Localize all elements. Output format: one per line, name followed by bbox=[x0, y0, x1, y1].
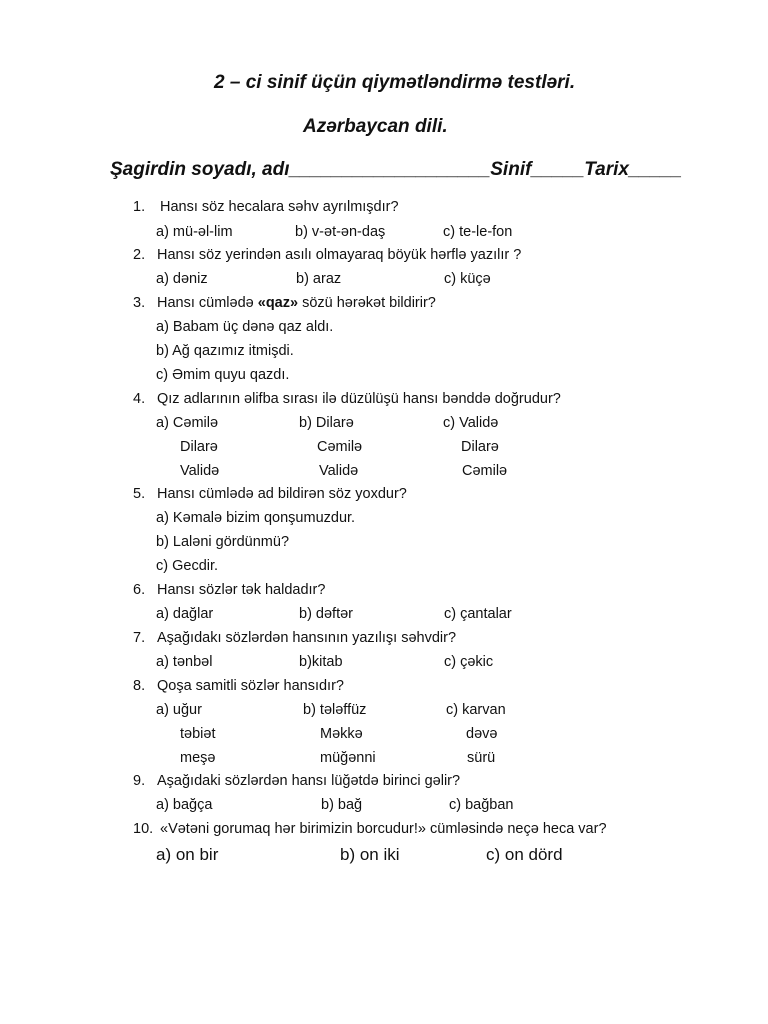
answer-option-a: a) tənbəl bbox=[156, 654, 213, 670]
answer-option-b: b)kitab bbox=[299, 654, 343, 670]
answer-option-a: a) Kəmalə bizim qonşumuzdur. bbox=[156, 510, 356, 526]
answer-option-a: a) dəniz bbox=[156, 271, 208, 287]
question-text bbox=[157, 295, 436, 311]
answer-option-c: c) bağban bbox=[449, 797, 514, 813]
answer-option-a: a) dağlar bbox=[156, 606, 214, 622]
answer-option-a: a) on bir bbox=[156, 845, 219, 864]
student-info-line: Şagirdin soyadı, adı___________________Sinif_____Tarix_____ bbox=[110, 159, 682, 180]
answer-option-c: c) çantalar bbox=[444, 606, 512, 622]
answer-option-c: c) Gecdir. bbox=[156, 558, 219, 574]
question-number: 3. bbox=[133, 295, 146, 311]
answer-option-c: c) karvan bbox=[446, 702, 506, 718]
answer-option-c: c) küçə bbox=[444, 271, 491, 287]
answer-option-b: b) Laləni gördünmü? bbox=[156, 534, 290, 550]
answer-option-a: a) mü-əl-lim bbox=[156, 224, 233, 240]
answer-option-c-item: sürü bbox=[467, 750, 496, 766]
answer-option-c: c) çəkic bbox=[444, 654, 494, 670]
question-number: 7. bbox=[133, 630, 146, 646]
question-text: «Vətəni gorumaq hər birimizin borcudur!» cümləsində neçə heca var? bbox=[160, 821, 607, 837]
question-text: Hansı cümlədə ad bildirən söz yoxdur? bbox=[157, 486, 407, 502]
question-text: Aşağıdaki sözlərdən hansı lüğətdə birinci gəlir? bbox=[157, 773, 461, 789]
answer-option-c-item: Cəmilə bbox=[462, 463, 508, 479]
answer-option-c: c) te-le-fon bbox=[443, 224, 513, 240]
question-number: 2. bbox=[133, 247, 146, 263]
question-number: 10. bbox=[133, 821, 154, 837]
question-text: Aşağıdakı sözlərdən hansının yazılışı səhvdir? bbox=[157, 630, 457, 646]
question-number: 6. bbox=[133, 582, 146, 598]
answer-option-b-item: müğənni bbox=[320, 750, 376, 766]
question-text: Hansı sözlər tək haldadır? bbox=[157, 582, 326, 598]
answer-option-b-item: Məkkə bbox=[320, 726, 363, 742]
answer-option-b: b) bağ bbox=[321, 797, 363, 813]
answer-option-b: b) Dilarə bbox=[299, 415, 354, 431]
answer-option-c: c) on dörd bbox=[486, 845, 563, 864]
question-keyword: «qaz» bbox=[257, 295, 299, 311]
question-text: Hansı söz hecalara səhv ayrılmışdır? bbox=[160, 199, 399, 215]
question-text-part: Hansı cümlədə bbox=[157, 295, 258, 311]
answer-option-b: b) on iki bbox=[340, 845, 400, 864]
question-text-part: sözü hərəkət bildirir? bbox=[298, 295, 436, 311]
question-number: 9. bbox=[133, 773, 146, 789]
answer-option-b: b) araz bbox=[296, 271, 342, 287]
answer-option-b: b) dəftər bbox=[299, 606, 353, 622]
test-title: 2 – ci sinif üçün qiymətləndirmə testləri. bbox=[214, 72, 576, 93]
answer-option-b: b) v-ət-ən-daş bbox=[295, 224, 386, 240]
answer-option-c: c) Əmim quyu qazdı. bbox=[156, 367, 290, 383]
answer-option-a-item: meşə bbox=[180, 750, 216, 766]
answer-option-a: a) Babam üç dənə qaz aldı. bbox=[156, 319, 334, 335]
question-number: 4. bbox=[133, 391, 146, 407]
answer-option-a: a) bağça bbox=[156, 797, 213, 813]
answer-option-a: a) uğur bbox=[156, 702, 202, 718]
question-number: 5. bbox=[133, 486, 146, 502]
answer-option-b-item: Cəmilə bbox=[317, 439, 363, 455]
answer-option-a-item: Validə bbox=[180, 463, 220, 479]
subject-title: Azərbaycan dili. bbox=[303, 116, 448, 137]
answer-option-b: b) Ağ qazımız itmişdi. bbox=[156, 343, 294, 359]
answer-option-c-item: dəvə bbox=[466, 726, 498, 742]
answer-option-c: c) Validə bbox=[443, 415, 499, 431]
answer-option-b: b) tələffüz bbox=[303, 702, 367, 718]
question-text: Qız adlarının əlifba sırası ilə düzülüşü hansı bənddə doğrudur? bbox=[157, 391, 561, 407]
question-text: Hansı söz yerindən asılı olmayaraq böyük hərflə yazılır ? bbox=[157, 247, 522, 263]
question-text: Qoşa samitli sözlər hansıdır? bbox=[157, 678, 344, 694]
answer-option-a: a) Cəmilə bbox=[156, 415, 219, 431]
answer-option-a-item: təbiət bbox=[180, 726, 216, 742]
answer-option-a-item: Dilarə bbox=[180, 439, 218, 455]
answer-option-c-item: Dilarə bbox=[461, 439, 499, 455]
question-number: 8. bbox=[133, 678, 146, 694]
question-number: 1. bbox=[133, 199, 146, 215]
answer-option-b-item: Validə bbox=[319, 463, 359, 479]
